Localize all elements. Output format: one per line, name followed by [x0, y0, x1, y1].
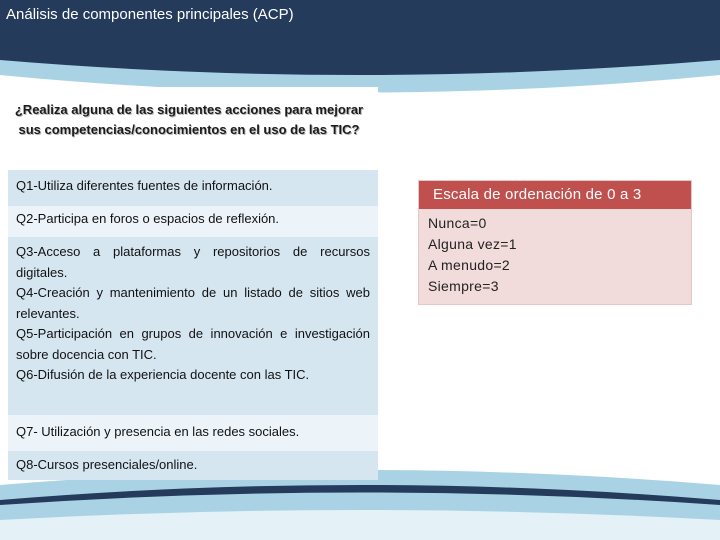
scale-level: Siempre=3: [428, 278, 499, 294]
scale-heading: Escala de ordenación de 0 a 3: [419, 181, 691, 209]
item-text: Q4-Creación y mantenimiento de un listado de sitios web relevantes.: [16, 285, 370, 321]
item-text: Q2-Participa en foros o espacios de reflexión.: [16, 211, 280, 226]
list-item-q2: [8, 206, 378, 237]
question-heading: [8, 100, 370, 140]
list-item-q8: [8, 451, 378, 480]
question-line-1: ¿Realiza alguna de las siguientes acciones para mejorar: [14, 102, 364, 117]
items-list: [8, 170, 378, 480]
scale-box: [418, 180, 692, 305]
item-text: Q8-Cursos presenciales/online.: [16, 457, 198, 472]
item-text: Q3-Acceso a plataformas y repositorios de recursos digitales.: [16, 244, 370, 280]
question-line-2: sus competencias/conocimientos en el uso de las TIC?: [18, 122, 360, 137]
item-text: Q6-Difusión de la experiencia docente con las TIC.: [16, 367, 310, 382]
scale-level: A menudo=2: [428, 257, 511, 273]
item-text: Q7- Utilización y presencia en las redes sociales.: [16, 424, 300, 439]
scale-level: Nunca=0: [428, 215, 487, 231]
scale-level: Alguna vez=1: [428, 236, 517, 252]
list-item-q1: [8, 170, 378, 206]
item-text: Q1-Utiliza diferentes fuentes de información.: [16, 178, 273, 193]
list-item-q7: [8, 415, 378, 451]
scale-levels: [419, 209, 691, 297]
item-text: Q5-Participación en grupos de innovación e investigación sobre docencia con TIC.: [16, 326, 370, 362]
list-item-q3-q6: [8, 237, 378, 415]
page-title: Análisis de componentes principales (ACP): [6, 6, 294, 23]
